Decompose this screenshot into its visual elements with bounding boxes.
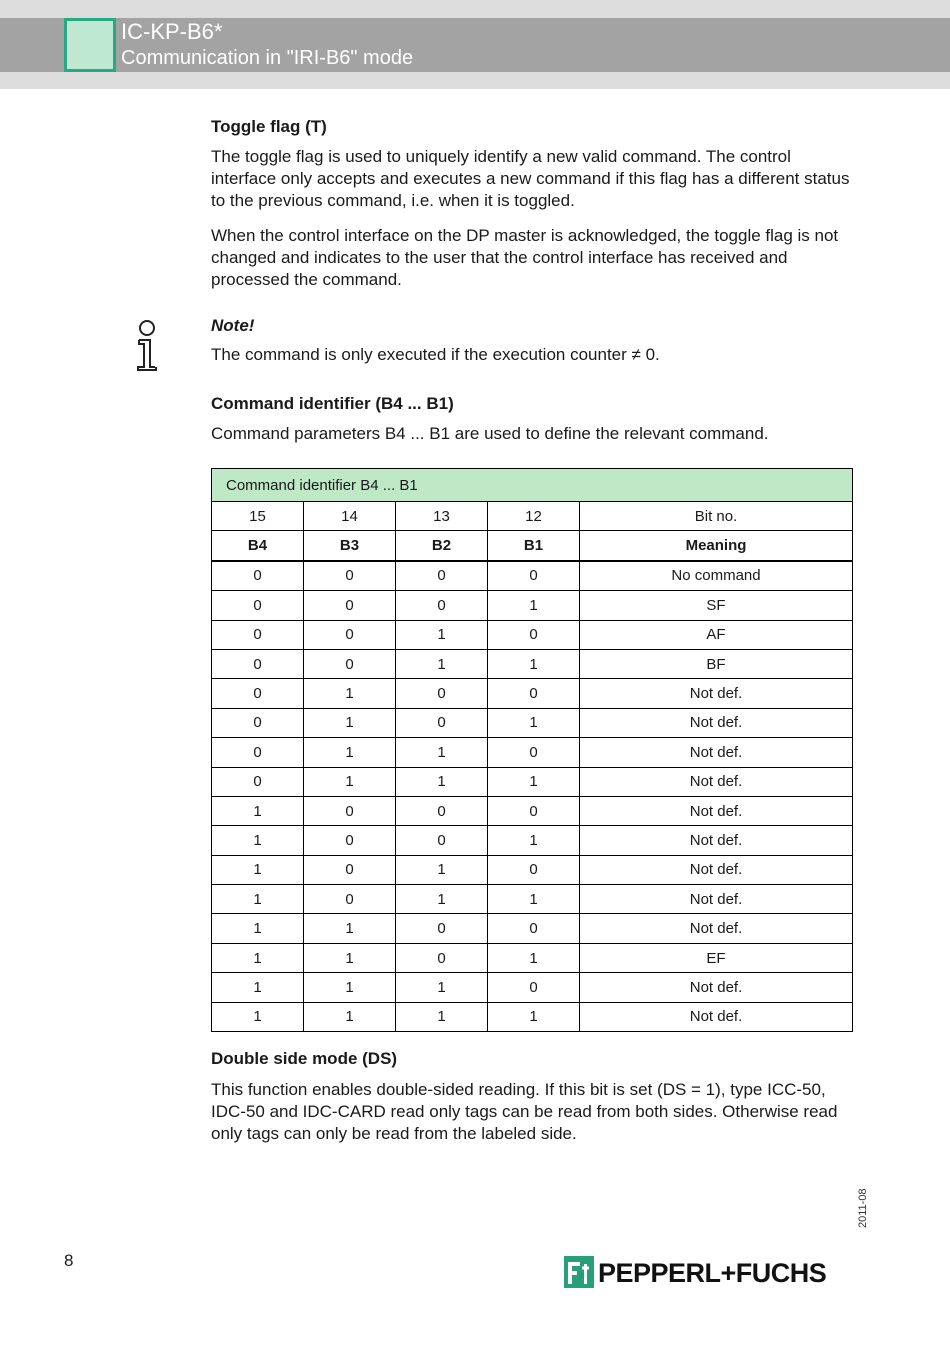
header-bottom-strip [0,72,950,89]
table-cell: Not def. [580,738,853,767]
table-cell: 15 [212,502,304,531]
table-row [212,708,853,737]
table-cell: 0 [212,561,304,591]
brand-name: PEPPERL+FUCHS [598,1258,827,1288]
table-row [212,796,853,825]
table-cell: 0 [488,914,580,943]
table-cell: 0 [212,679,304,708]
table-cell: 0 [212,738,304,767]
table-cell: 1 [212,885,304,914]
table-cell: 0 [396,679,488,708]
table-cell: 1 [396,738,488,767]
table-header-cell: B1 [488,531,580,561]
table-row [212,649,853,678]
table-cell: Not def. [580,708,853,737]
brand-logo [564,1256,827,1292]
table-cell: 0 [304,620,396,649]
command-identifier-table [211,468,853,1032]
table-row [212,973,853,1002]
table-cell: Not def. [580,885,853,914]
table-row [212,1002,853,1031]
brand-mark-icon [564,1256,594,1288]
table-cell: Not def. [580,767,853,796]
table-cell: Bit no. [580,502,853,531]
table-cell: 1 [396,973,488,1002]
note-label: Note! [211,316,255,335]
table-cell: Not def. [580,679,853,708]
table-cell: 1 [396,855,488,884]
table-cell: 1 [488,1002,580,1031]
table-cell: 0 [304,855,396,884]
table-cell: 1 [212,855,304,884]
command-heading: Command identifier (B4 ... B1) [211,394,454,413]
table-cell: 1 [396,649,488,678]
table-cell: 0 [304,796,396,825]
table-cell: 0 [488,855,580,884]
table-cell: 0 [304,591,396,620]
table-cell: EF [580,943,853,972]
table-cell: No command [580,561,853,591]
table-cell: 0 [396,796,488,825]
table-cell: 0 [396,914,488,943]
table-cell: 0 [304,885,396,914]
table-cell: 0 [488,620,580,649]
table-row [212,826,853,855]
table-cell: 1 [304,943,396,972]
table-cell: 0 [304,561,396,591]
table-cell: 0 [396,826,488,855]
table-cell: 1 [488,649,580,678]
bit-number-row [212,502,853,531]
table-cell: 0 [488,738,580,767]
note-text: The command is only executed if the execution counter ≠ 0. [211,345,660,364]
table-cell: Not def. [580,1002,853,1031]
toggle-heading: Toggle flag (T) [211,117,327,136]
table-row [212,767,853,796]
edition-date [848,1188,878,1228]
table-cell: 1 [396,1002,488,1031]
table-cell: 1 [304,1002,396,1031]
table-cell: 1 [304,708,396,737]
table-cell: 1 [304,738,396,767]
table-cell: 0 [396,708,488,737]
header-subtitle: Communication in "IRI-B6" mode [121,47,414,69]
table-cell: 1 [488,708,580,737]
table-cell: 0 [396,561,488,591]
table-row [212,738,853,767]
table-cell: Not def. [580,973,853,1002]
table-cell: 0 [304,649,396,678]
table-cell: 0 [212,649,304,678]
table-cell: 1 [304,767,396,796]
table-row [212,943,853,972]
table-header-cell: B3 [304,531,396,561]
table-cell: 13 [396,502,488,531]
table-row [212,620,853,649]
table-cell: 1 [396,885,488,914]
table-row [212,914,853,943]
table-cell: 0 [212,708,304,737]
table-cell: 1 [212,826,304,855]
column-header-row [212,531,853,561]
table-cell: 1 [488,767,580,796]
table-cell: 1 [488,826,580,855]
table-cell: Not def. [580,855,853,884]
table-cell: 0 [396,591,488,620]
table-cell: 1 [488,943,580,972]
table-cell: 0 [304,826,396,855]
table-cell: SF [580,591,853,620]
edition-date-text: 2011-08 [857,1188,869,1228]
table-cell: 1 [212,1002,304,1031]
table-cell: 1 [488,591,580,620]
table-cell: 0 [488,561,580,591]
table-header-cell: Meaning [580,531,853,561]
header-logo-square [64,18,116,72]
table-header-cell: B2 [396,531,488,561]
table-header-cell: B4 [212,531,304,561]
toggle-paragraph-1: The toggle flag is used to uniquely identify a new valid command. The control interface only accepts and executes a new command if this flag has a different status to the previous command, i.e. when it is toggled. [211,147,850,210]
toggle-paragraph-2: When the control interface on the DP master is acknowledged, the toggle flag is not changed and indicates to the user that the control interface has received and processed the command. [211,226,839,289]
header-title: IC-KP-B6* [121,19,223,44]
table-row [212,885,853,914]
table-cell: 14 [304,502,396,531]
double-side-heading: Double side mode (DS) [211,1049,398,1068]
table-cell: 0 [212,620,304,649]
table-cell: Not def. [580,796,853,825]
table-cell: 1 [212,796,304,825]
table-cell: 0 [212,591,304,620]
table-row [212,561,853,591]
double-side-text: This function enables double-sided reading. If this bit is set (DS = 1), type ICC-50, IDC-50 and IDC-CARD read only tags can be read from both sides. Otherwise read only tags can only be read from the labeled side. [211,1080,838,1143]
table-cell: 0 [488,973,580,1002]
table-cell: 1 [304,973,396,1002]
info-icon [134,318,162,372]
table-cell: 1 [212,914,304,943]
table-cell: 12 [488,502,580,531]
table-caption: Command identifier B4 ... B1 [212,469,853,502]
table-cell: 0 [396,943,488,972]
page-number: 8 [64,1251,74,1270]
table-cell: 1 [212,973,304,1002]
table-cell: 0 [212,767,304,796]
table-cell: 1 [212,943,304,972]
table-cell: 0 [488,796,580,825]
table-cell: 1 [396,767,488,796]
command-intro: Command parameters B4 ... B1 are used to define the relevant command. [211,424,769,443]
table-cell: 1 [304,679,396,708]
table-cell: 0 [488,679,580,708]
top-strip [0,0,950,18]
table-row [212,679,853,708]
table-cell: BF [580,649,853,678]
table-cell: 1 [488,885,580,914]
table-cell: 1 [396,620,488,649]
table-cell: Not def. [580,826,853,855]
table-cell: 1 [304,914,396,943]
table-row [212,855,853,884]
table-row [212,591,853,620]
table-cell: Not def. [580,914,853,943]
table-cell: AF [580,620,853,649]
